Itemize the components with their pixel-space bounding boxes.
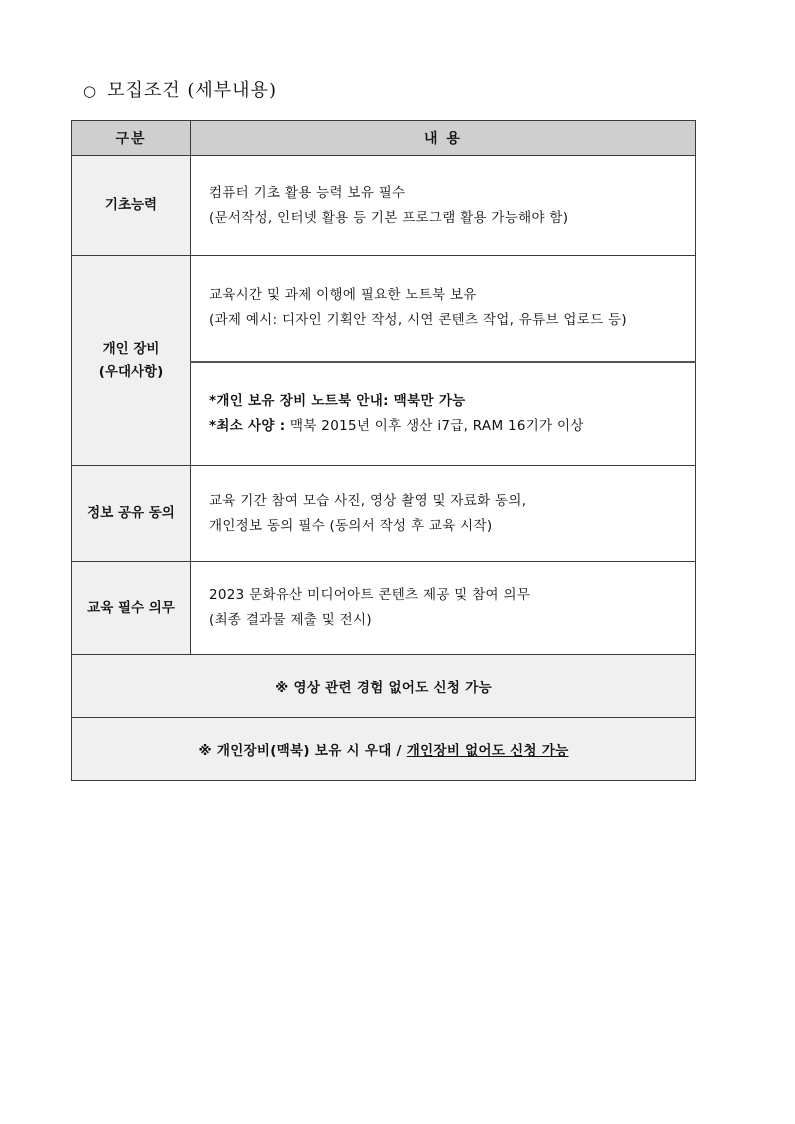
content-line: 2023 문화유산 미디어아트 콘텐츠 제공 및 참여 의무 xyxy=(209,587,531,603)
row-content-personal-equipment xyxy=(191,256,696,362)
content-line: 개인정보 동의 필수 (동의서 작성 후 교육 시작) xyxy=(209,517,493,534)
section-heading xyxy=(83,76,277,102)
row-content-basic-skill xyxy=(191,156,696,256)
note-equipment-preference: ※ 개인장비(맥북) 보유 시 우대 / 개인장비 없어도 신청 가능 xyxy=(72,718,696,781)
table-header-row xyxy=(72,121,696,156)
content-line: 컴퓨터 기초 활용 능력 보유 필수 xyxy=(209,184,406,201)
notice-line: *최소 사양 : 맥북 2015년 이후 생산 i7급, RAM 16기가 이상 xyxy=(209,417,584,434)
note-no-experience: ※ 영상 관련 경험 없어도 신청 가능 xyxy=(72,655,696,718)
note-row xyxy=(72,718,696,781)
table-row xyxy=(72,256,696,362)
note-row xyxy=(72,655,696,718)
row-label-basic-skill: 기초능력 xyxy=(72,156,191,256)
content-line: 교육 기간 참여 모습 사진, 영상 촬영 및 자료화 동의, xyxy=(209,492,527,509)
row-content-equipment-notice xyxy=(191,362,696,466)
row-label-info-sharing: 정보 공유 동의 xyxy=(72,466,191,562)
header-category: 구분 xyxy=(72,121,191,156)
table-row xyxy=(72,466,696,562)
row-content-education-duty xyxy=(191,562,696,655)
table-row xyxy=(72,562,696,655)
section-title: 모집조건 (세부내용) xyxy=(107,80,277,101)
conditions-table xyxy=(71,120,696,781)
row-label-personal-equipment: 개인 장비 (우대사항) xyxy=(72,256,191,466)
content-line: (과제 예시: 디자인 기획안 작성, 시연 콘텐츠 작업, 유튜브 업로드 등) xyxy=(209,312,627,329)
notice-line: *개인 보유 장비 노트북 안내: 맥북만 가능 xyxy=(209,392,466,409)
header-content: 내 용 xyxy=(191,121,696,156)
content-line: (최종 결과물 제출 및 전시) xyxy=(209,612,372,628)
circle-bullet-icon: ○ xyxy=(83,82,98,100)
row-label-education-duty: 교육 필수 의무 xyxy=(72,562,191,655)
content-line: (문서작성, 인터넷 활용 등 기본 프로그램 활용 가능해야 함) xyxy=(209,209,569,226)
table-row xyxy=(72,156,696,256)
content-line: 교육시간 및 과제 이행에 필요한 노트북 보유 xyxy=(209,287,477,304)
row-content-info-sharing xyxy=(191,466,696,562)
